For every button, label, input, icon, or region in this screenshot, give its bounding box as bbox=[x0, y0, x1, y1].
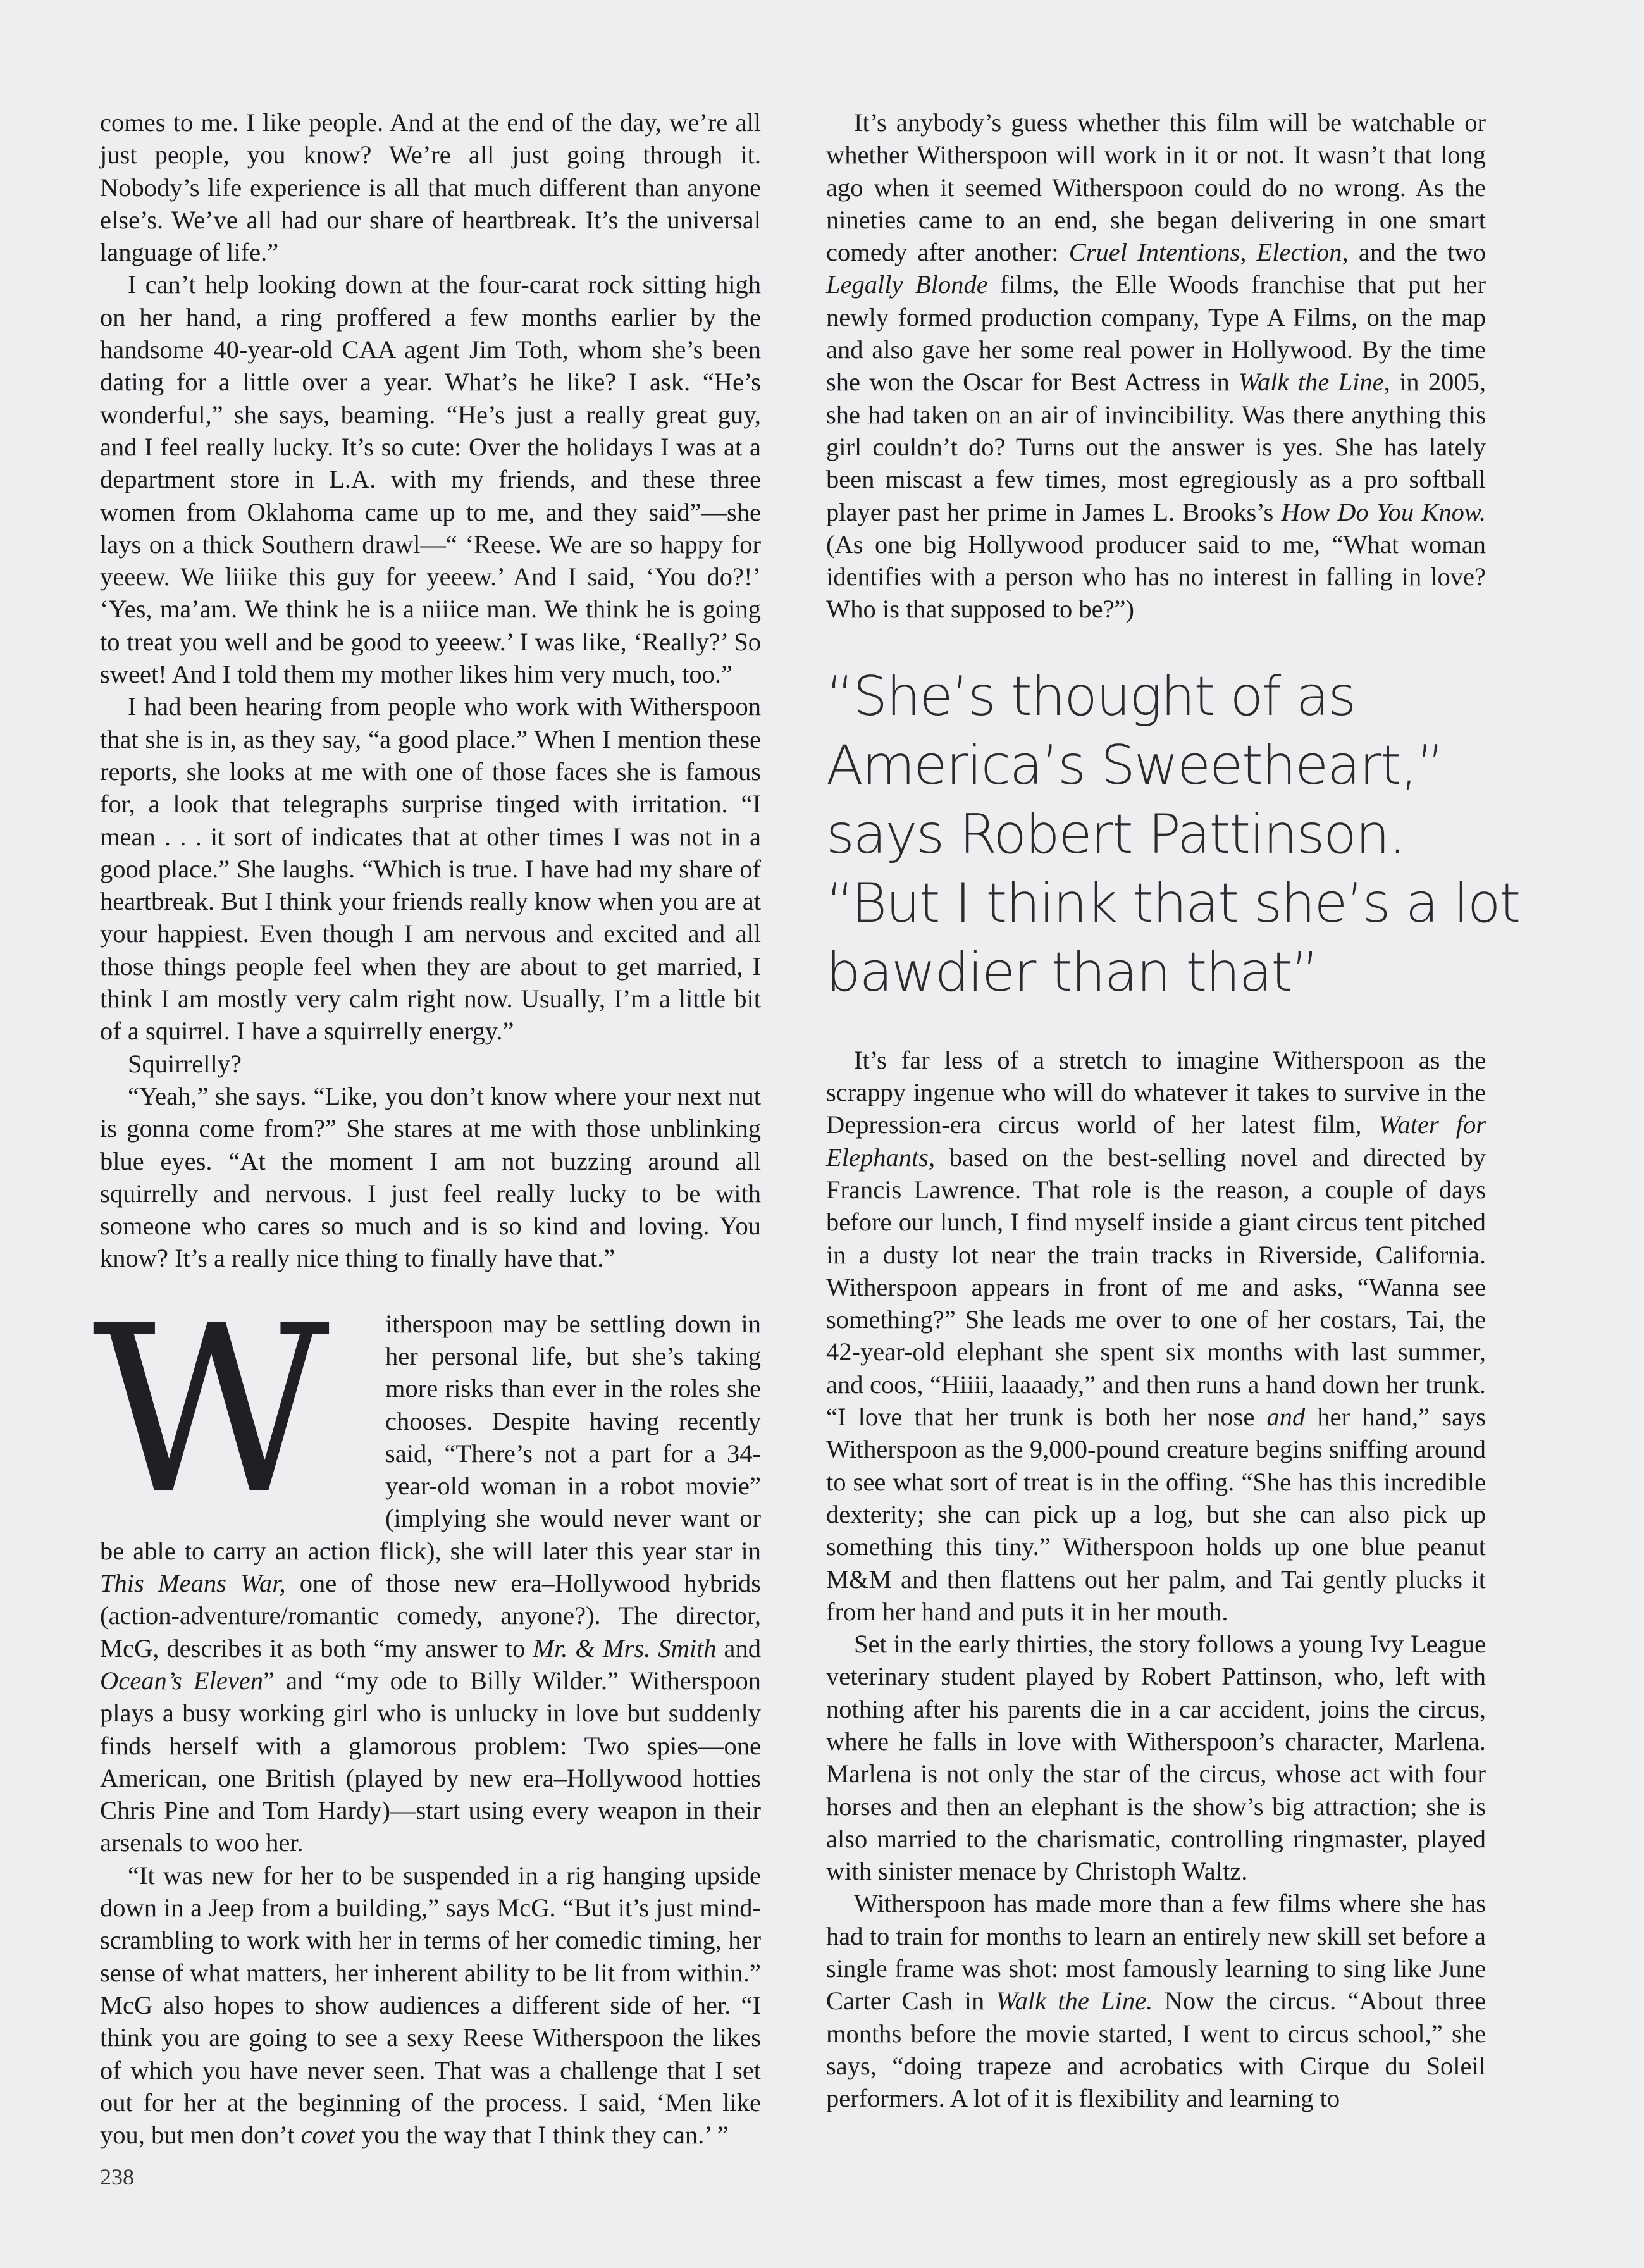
paragraph: itherspoon may be settling down in her personal life, but she’s taking more risks than ever in the roles she chooses. Despite having recently said, “There’s not a part for a 34-year-old woman in a robot movie” (implying she would never want or be able to carry an action flick), she will later this year star in This Means War, one of those new era–Hollywood hybrids (action-adventure/romantic comedy, anyone?). The director, McG, describes it as both “my answer to Mr. & Mrs. Smith and Ocean’s Eleven” and “my ode to Billy Wilder.” Witherspoon plays a busy working girl who is unlucky in love but suddenly finds herself with a glamorous problem: Two spies—one American, one British (played by new era–Hollywood hotties Chris Pine and Tom Hardy)—start using every weapon in their arsenals to woo her. bbox=[100, 1309, 762, 1857]
pull-quote-line: “She’s thought of as bbox=[826, 664, 1356, 728]
film-title: Mr. & Mrs. Smith bbox=[533, 1633, 717, 1663]
pull-quote bbox=[826, 662, 1520, 1007]
film-title: Walk the Line, bbox=[1239, 368, 1390, 397]
film-title: Walk the Line. bbox=[996, 1986, 1153, 2016]
film-title: Legally Blonde bbox=[826, 270, 988, 299]
right-column bbox=[826, 106, 1520, 2115]
drop-cap: W bbox=[92, 1276, 324, 1546]
section-opening bbox=[92, 1276, 762, 1859]
pull-quote-line: bawdier than that” bbox=[826, 940, 1318, 1004]
paragraph: comes to me. I like people. And at the end of the day, we’re all just people, you know? We’re all just going through it. Nobody’s life experience is all that much different than anyone else’s. We’ve all had our share of heartbreak. It’s the universal language of life.” bbox=[100, 108, 761, 267]
pull-quote-line: “But I think that she’s a lot bbox=[826, 871, 1520, 935]
film-title: This Means War, bbox=[100, 1569, 286, 1598]
left-column bbox=[92, 106, 762, 2151]
paragraph: Squirrelly? bbox=[128, 1049, 242, 1078]
film-title: Cruel Intentions, Election, bbox=[1068, 238, 1349, 267]
page-number: 238 bbox=[100, 2164, 134, 2190]
paragraph: It’s far less of a stretch to imagine Witherspoon as the scrappy ingenue who will do whatever it takes to survive in the Depression-era circus world of her latest film, Water for Elephants, based on the best-selling novel and directed by Francis Lawrence. That role is the reason, a couple of days before our lunch, I find myself inside a giant circus tent pitched in a dusty lot near the train tracks in Riverside, California. Witherspoon appears in front of me and asks, “Wanna see something?” She leads me over to one of her costars, Tai, the 42-year-old elephant she spent six months with last summer, and coos, “Hiiii, laaaady,” and then runs a hand down her trunk. “I love that her trunk is both her nose and her hand,” says Witherspoon as the 9,000-pound creature begins sniffing around to see what sort of treat is in the offing. “She has this incredible dexterity; she can pick up a log, but she can also pick up something this tiny.” Witherspoon holds up one blue peanut M&M and then flattens out her palm, and Tai gently plucks it from her hand and puts it in her mouth. bbox=[826, 1045, 1486, 1626]
paragraph: Set in the early thirties, the story follows a young Ivy League veterinary student played by Robert Pattinson, who, left with nothing after his parents die in a car accident, joins the circus, where he falls in love with Witherspoon’s character, Marlena. Marlena is not only the star of the circus, whose act with four horses and then an elephant is the show’s big attraction; she is also married to the charismatic, controlling ringmaster, played with sinister menace by Christoph Waltz. bbox=[826, 1630, 1486, 1886]
paragraph: I had been hearing from people who work with Witherspoon that she is in, as they say, “a good place.” When I mention these reports, she looks at me with one of those faces she is famous for, a look that telegraphs surprise tinged with irritation. “I mean . . . it sort of indicates that at other times I was not in a good place.” She laughs. “Which is true. I have had my share of heartbreak. But I think your friends really know when you are at your happiest. Even though I am nervous and excited and all those things people feel when they are about to get married, I think I am mostly very calm right now. Usually, I’m a little bit of a squirrel. I have a squirrelly energy.” bbox=[100, 692, 761, 1046]
film-title: Water for Elephants, bbox=[826, 1110, 1486, 1172]
paragraph: It’s anybody’s guess whether this film will be watchable or whether Witherspoon will work in it or not. It wasn’t that long ago when it seemed Witherspoon could do no wrong. As the nineties came to an end, she began delivering in one smart comedy after another: Cruel Intentions, Election, and the two Legally Blonde films, the Elle Woods franchise that put her newly formed production company, Type A Films, on the map and also gave her some real power in Hollywood. By the time she won the Oscar for Best Actress in Walk the Line, in 2005, she had taken on an air of invincibility. Was there anything this girl couldn’t do? Turns out the answer is yes. She has lately been miscast a few times, most egregiously as a pro softball player past her prime in James L. Brooks’s How Do You Know. (As one big Hollywood producer said to me, “What woman identifies with a person who has no interest in falling in love? Who is that supposed to be?”) bbox=[826, 108, 1486, 624]
emphasis: covet bbox=[300, 2121, 355, 2150]
film-title: Ocean’s Eleven bbox=[100, 1666, 264, 1695]
emphasis: and bbox=[1266, 1403, 1306, 1432]
paragraph: I can’t help looking down at the four-carat rock sitting high on her hand, a ring proffered a few months earlier by the handsome 40-year-old CAA agent Jim Toth, whom she’s been dating for a little over a year. What’s he like? I ask. “He’s wonderful,” she says, beaming. “He’s just a really great guy, and I feel really lucky. It’s so cute: Over the holidays I was at a department store in L.A. with my friends, and these three women from Oklahoma came up to me, and they said”—she lays on a thick Southern drawl—“ ‘Reese. We are so happy for yeeew. We liiike this guy for yeeew.’ And I said, ‘You do?!’ ‘Yes, ma’am. We think he is a niiice man. We think he is going to treat you well and be good to yeeew.’ I was like, ‘Really?’ So sweet! And I told them my mother likes him very much, too.” bbox=[100, 270, 761, 689]
pull-quote-line: America’s Sweetheart,” bbox=[826, 733, 1443, 797]
paragraph: “Yeah,” she says. “Like, you don’t know where your next nut is gonna come from?” She stares at me with those unblinking blue eyes. “At the moment I am not buzzing around all squirrelly and nervous. I just feel really lucky to be with someone who cares so much and is so kind and loving. You know? It’s a really nice thing to finally have that.” bbox=[100, 1081, 761, 1273]
paragraph: Witherspoon has made more than a few films where she has had to train for months to learn an entirely new skill set before a single frame was shot: most famously learning to sing like June Carter Cash in Walk the Line. Now the circus. “About three months before the movie started, I went to circus school,” she says, “doing trapeze and acrobatics with Cirque du Soleil performers. A lot of it is flexibility and learning to bbox=[826, 1889, 1486, 2113]
paragraph: “It was new for her to be suspended in a rig hanging upside down in a Jeep from a building,” says McG. “But it’s just mind-scrambling to work with her in terms of her comedic timing, her sense of what matters, her inherent ability to be lit from within.” McG also hopes to show audiences a different side of her. “I think you are going to see a sexy Reese Witherspoon the likes of which you have never seen. That was a challenge that I set out for her at the beginning of the process. I said, ‘Men like you, but men don’t covet you the way that I think they can.’ ” bbox=[100, 1861, 761, 2150]
pull-quote-line: says Robert Pattinson. bbox=[826, 802, 1405, 866]
film-title: How Do You Know. bbox=[1281, 497, 1486, 526]
